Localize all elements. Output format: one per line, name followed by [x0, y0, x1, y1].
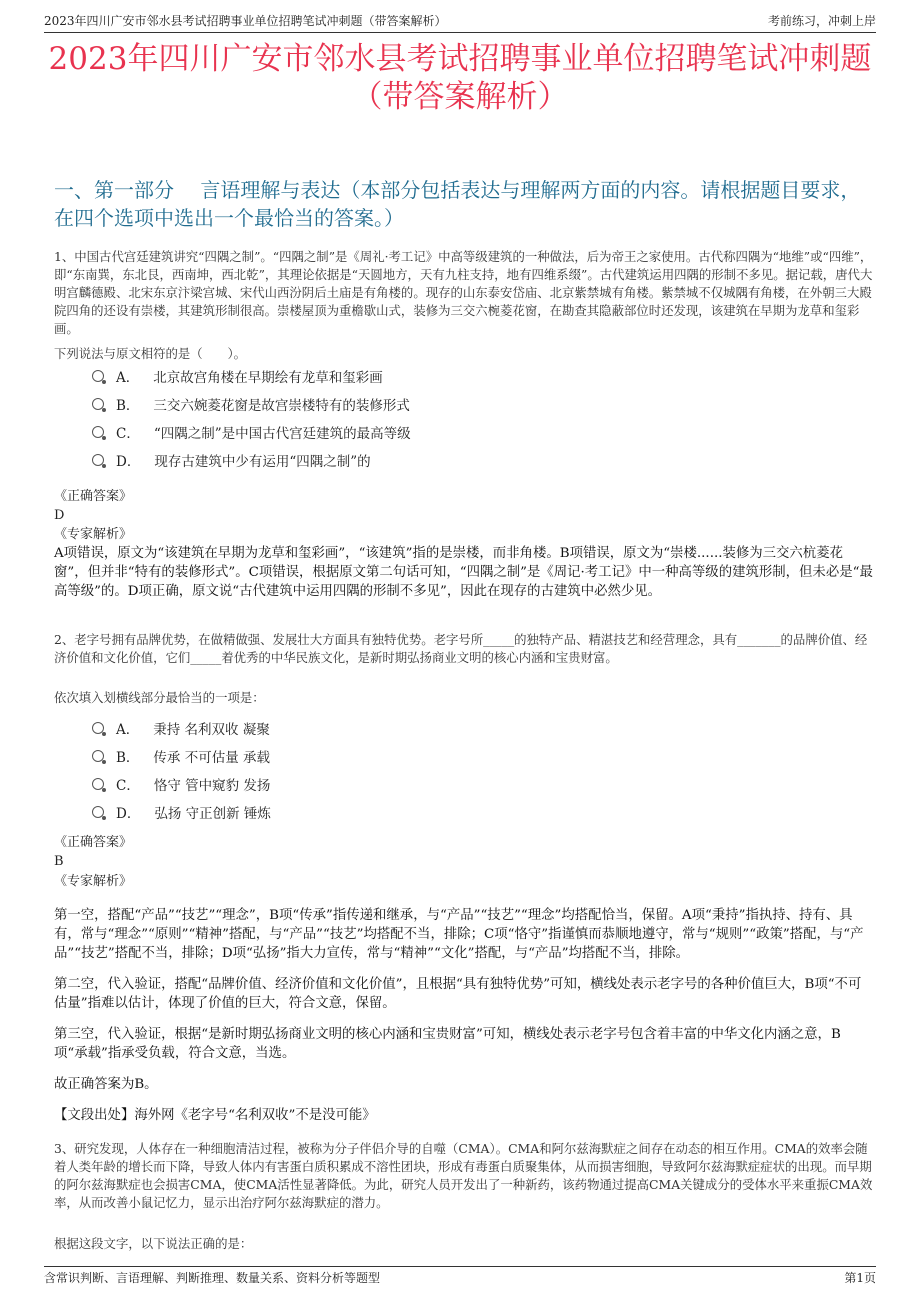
- question-3-text: 3、研究发现，人体存在一种细胞清洁过程，被称为分子伴侣介导的自噬（CMA）。CMA和阿尔兹海默症之间存在动态的相互作用。CMA的效率会随着人类年龄的增长而下降，导致人体内有害蛋白质积累成不溶性团块，形成有毒蛋白质聚集体，从而损害细胞，导致阿尔兹海默症症状的出现。而早期的阿尔兹海默症也会损害CMA，使CMA活性显著降低。为此，研究人员开发出了一种新药，该药物通过提高CMA关键成分的受体水平来重振CMA效率，从而改善小鼠记忆力，显示出治疗阿尔兹海默症的潜力。: [54, 1141, 873, 1210]
- footer-description: 含常识判断、言语理解、判断推理、数量关系、资料分析等题型: [44, 1271, 381, 1285]
- analysis-paragraph: 第三空，代入验证，根据“是新时期弘扬商业文明的核心内涵和宝贵财富”可知，横线处表示老字号包含着丰富的中华文化内涵之意，B项“承载”指承受负载，符合文意，当选。: [54, 1027, 841, 1061]
- radio-icon[interactable]: [92, 398, 104, 410]
- section-heading: 一、第一部分 言语理解与表达（本部分包括表达与理解两方面的内容。请根据题目要求，在四个选项中选出一个最恰当的答案。）: [54, 178, 861, 230]
- radio-icon[interactable]: [92, 722, 104, 734]
- option-text: 传承 不可估量 承载: [153, 750, 271, 766]
- radio-icon[interactable]: [92, 454, 104, 466]
- title-line-2: （带答案解析）: [351, 79, 569, 115]
- question-1-answer: D: [54, 508, 65, 523]
- question-1-analysis-label: 《专家解析》: [54, 527, 133, 542]
- question-2-analysis: [54, 906, 874, 1106]
- question-1-analysis: A项错误，原文为“该建筑在早期为龙草和玺彩画”，“该建筑”指的是崇楼，而非角楼。B项错误，原文为“崇楼......装修为三交六杭菱花窗”，但并非“特有的装修形式”。C项错误，根据原文第二句话可知，“四隅之制”是《周记·考工记》中一种高等级的建筑形制，但未必是“最高等级”的。D项正确，原文说“古代建筑中运用四隅的形制不多见”，因此在现存的古建筑中必然少见。: [54, 546, 873, 599]
- question-1-answer-label: 《正确答案》: [54, 489, 133, 504]
- radio-icon[interactable]: [92, 806, 104, 818]
- question-3-prompt: 根据这段文字，以下说法正确的是：: [54, 1236, 253, 1251]
- question-2-option-b[interactable]: [92, 742, 271, 770]
- option-text: 弘扬 守正创新 锤炼: [154, 806, 271, 822]
- question-2-answer-label: 《正确答案》: [54, 835, 133, 850]
- title-line-1: 2023年四川广安市邻水县考试招聘事业单位招聘笔试冲刺题: [48, 41, 872, 77]
- question-2-answer: B: [54, 854, 64, 869]
- question-2-prompt: 依次填入划横线部分最恰当的一项是：: [54, 690, 265, 705]
- option-letter: A．: [116, 370, 140, 386]
- option-letter: B．: [116, 398, 140, 414]
- header-doc-title: 2023年四川广安市邻水县考试招聘事业单位招聘笔试冲刺题（带答案解析）: [44, 14, 447, 28]
- document-title: [40, 40, 880, 116]
- question-1-option-b[interactable]: [92, 390, 411, 418]
- question-1-option-c[interactable]: [92, 418, 411, 446]
- header-slogan: 考前练习，冲刺上岸: [767, 14, 876, 28]
- question-2-option-a[interactable]: [92, 714, 271, 742]
- option-text: 恪守 管中窥豹 发扬: [153, 778, 271, 794]
- option-text: 北京故宫角楼在早期绘有龙草和玺彩画: [153, 370, 383, 386]
- analysis-paragraph: 第一空，搭配“产品”“技艺”“理念”，B项“传承”指传递和继承，与“产品”“技艺”“理念”均搭配恰当，保留。A项“秉持”指执持、持有、具有，常与“理念”“原则”“精神”搭配，与“产品”“技艺”均搭配不当，排除；C项“恪守”指谨慎而恭顺地遵守，常与“规则”“政策”搭配，与“产品”“技艺”搭配不当，排除；D项“弘扬”指大力宣传，常与“精神”“文化”搭配，与“产品”均搭配不当，排除。: [54, 908, 864, 961]
- option-letter: C．: [116, 426, 140, 442]
- option-letter: D．: [116, 806, 141, 822]
- question-1-option-d[interactable]: [92, 446, 411, 474]
- page-footer: [44, 1266, 876, 1289]
- radio-icon[interactable]: [92, 750, 104, 762]
- question-1-options: [92, 362, 411, 474]
- radio-icon[interactable]: [92, 370, 104, 382]
- option-text: “四隅之制”是中国古代宫廷建筑的最高等级: [153, 426, 411, 442]
- question-1-text: 1、中国古代宫廷建筑讲究“四隅之制”。“四隅之制”是《周礼·考工记》中高等级建筑的一种做法，后为帝王之家使用。古代称四隅为“地维”或“四维”，即“东南巽，东北艮，西南坤，西北乾”，其理论依据是“天圆地方，天有九柱支持，地有四维系缀”。古代建筑运用四隅的形制不多见。据记载，唐代大明宫麟德殿、北宋东京汴梁宫城、宋代山西汾阴后土庙是有角楼的。现存的山东泰安岱庙、北京紫禁城有角楼。紫禁城不仅城隅有角楼，在外朝三大殿院四角的还设有崇楼，其建筑形制很高。崇楼屋顶为重檐歇山式，装修为三交六椀菱花窗，在勘查其隐蔽部位时还发现，该建筑在早期为龙草和玺彩画。: [54, 249, 873, 336]
- question-2-option-d[interactable]: [92, 798, 271, 826]
- question-2-source: 【文段出处】海外网《老字号“名利双收”不是没可能》: [54, 1108, 376, 1123]
- option-letter: D．: [116, 454, 141, 470]
- question-2-option-c[interactable]: [92, 770, 271, 798]
- question-1-prompt: 下列说法与原文相符的是（ ）。: [54, 346, 247, 361]
- option-text: 三交六婉菱花窗是故宫崇楼特有的装修形式: [153, 398, 410, 414]
- analysis-conclusion: 故正确答案为B。: [54, 1077, 158, 1092]
- question-2-text: 2、老字号拥有品牌优势，在做精做强、发展壮大方面具有独特优势。老字号所_____的独特产品、精湛技艺和经营理念，具有_______的品牌价值、经济价值和文化价值，它们_____着优秀的中华民族文化，是新时期弘扬商业文明的核心内涵和宝贵财富。: [54, 632, 868, 665]
- page-number: 第1页: [844, 1271, 876, 1285]
- analysis-paragraph: 第二空，代入验证，搭配“品牌价值、经济价值和文化价值”，且根据“具有独特优势”可知，横线处表示老字号的各种价值巨大，B项“不可估量”指难以估计，体现了价值的巨大，符合文意，保留。: [54, 977, 862, 1011]
- question-2-options: [92, 714, 271, 826]
- option-text: 秉持 名利双收 凝聚: [153, 722, 270, 738]
- page-header: [44, 10, 876, 33]
- radio-icon[interactable]: [92, 426, 104, 438]
- question-2-analysis-label: 《专家解析》: [54, 874, 133, 889]
- radio-icon[interactable]: [92, 778, 104, 790]
- question-1-option-a[interactable]: [92, 362, 411, 390]
- option-letter: A．: [116, 722, 140, 738]
- option-text: 现存古建筑中少有运用“四隅之制”的: [154, 454, 371, 470]
- option-letter: C．: [116, 778, 140, 794]
- option-letter: B．: [116, 750, 140, 766]
